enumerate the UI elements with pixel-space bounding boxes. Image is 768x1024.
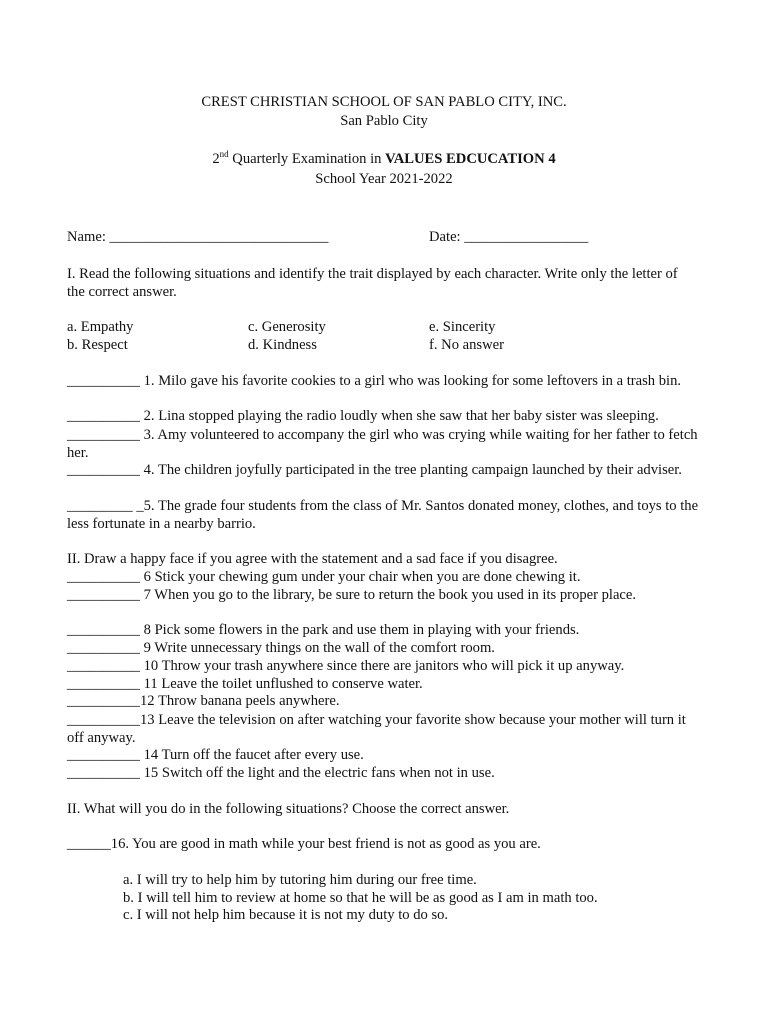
part2-item-15: __________ 15 Switch off the light and the electric fans when not in use. bbox=[67, 765, 495, 781]
name-field: Name: ______________________________ bbox=[67, 229, 329, 245]
date-field: Date: _________________ bbox=[429, 229, 589, 245]
part1-instruction: I. Read the following situations and identify the trait displayed by each character. Write only the letter of the correct answer. bbox=[67, 266, 678, 300]
part2-item-12: __________12 Throw banana peels anywhere. bbox=[67, 693, 340, 709]
exam-title bbox=[0, 151, 768, 169]
part2-instruction: II. Draw a happy face if you agree with the statement and a sad face if you disagree. bbox=[67, 551, 558, 567]
school-name: CREST CHRISTIAN SCHOOL OF SAN PABLO CITY, INC. bbox=[201, 94, 567, 110]
exam-subject: VALUES EDCUCATION 4 bbox=[385, 151, 556, 167]
part2-item-10: __________ 10 Throw your trash anywhere since there are janitors who will pick it up anyway. bbox=[67, 658, 625, 674]
option-c: c. I will not help him because it is not my duty to do so. bbox=[123, 907, 449, 923]
exam-grade-suffix: nd bbox=[219, 149, 229, 160]
school-city: San Pablo City bbox=[340, 113, 428, 129]
choice-d: d. Kindness bbox=[248, 337, 317, 353]
part3-instruction: II. What will you do in the following situations? Choose the correct answer. bbox=[67, 801, 510, 817]
school-year: School Year 2021-2022 bbox=[315, 171, 453, 187]
option-b: b. I will tell him to review at home so that he will be as good as I am in math too. bbox=[123, 890, 598, 906]
part3-question-16: ______16. You are good in math while your best friend is not as good as you are. bbox=[67, 836, 541, 852]
part1-item-3: __________ 3. Amy volunteered to accompany the girl who was crying while waiting for her father to fetch her. bbox=[67, 427, 698, 461]
part1-item-5: _________ _5. The grade four students from the class of Mr. Santos donated money, clothes, and toys to the less fortunate in a nearby barrio. bbox=[67, 498, 699, 532]
choice-a: a. Empathy bbox=[67, 319, 134, 335]
choice-c: c. Generosity bbox=[248, 319, 326, 335]
part2-item-7: __________ 7 When you go to the library, be sure to return the book you used in its proper place. bbox=[67, 587, 637, 603]
part2-item-8: __________ 8 Pick some flowers in the park and use them in playing with your friends. bbox=[67, 622, 580, 638]
option-a: a. I will try to help him by tutoring him during our free time. bbox=[123, 872, 477, 888]
part2-item-6: __________ 6 Stick your chewing gum under your chair when you are done chewing it. bbox=[67, 569, 581, 585]
exam-grade-number: 2 bbox=[212, 151, 220, 167]
part1-item-2: __________ 2. Lina stopped playing the radio loudly when she saw that her baby sister was sleeping. bbox=[67, 408, 659, 424]
part1-item-4: __________ 4. The children joyfully participated in the tree planting campaign launched by their adviser. bbox=[67, 462, 682, 478]
part2-item-9: __________ 9 Write unnecessary things on the wall of the comfort room. bbox=[67, 640, 495, 656]
part2-item-11: __________ 11 Leave the toilet unflushed to conserve water. bbox=[67, 676, 423, 692]
part2-item-13: __________13 Leave the television on after watching your favorite show because your mother will turn it off anyway. bbox=[67, 712, 686, 746]
choice-e: e. Sincerity bbox=[429, 319, 496, 335]
exam-title-text: Quarterly Examination in bbox=[228, 151, 386, 167]
choice-f: f. No answer bbox=[429, 337, 504, 353]
part2-item-14: __________ 14 Turn off the faucet after every use. bbox=[67, 747, 364, 763]
part1-item-1: __________ 1. Milo gave his favorite cookies to a girl who was looking for some leftovers in a trash bin. bbox=[67, 373, 682, 389]
choice-b: b. Respect bbox=[67, 337, 128, 353]
